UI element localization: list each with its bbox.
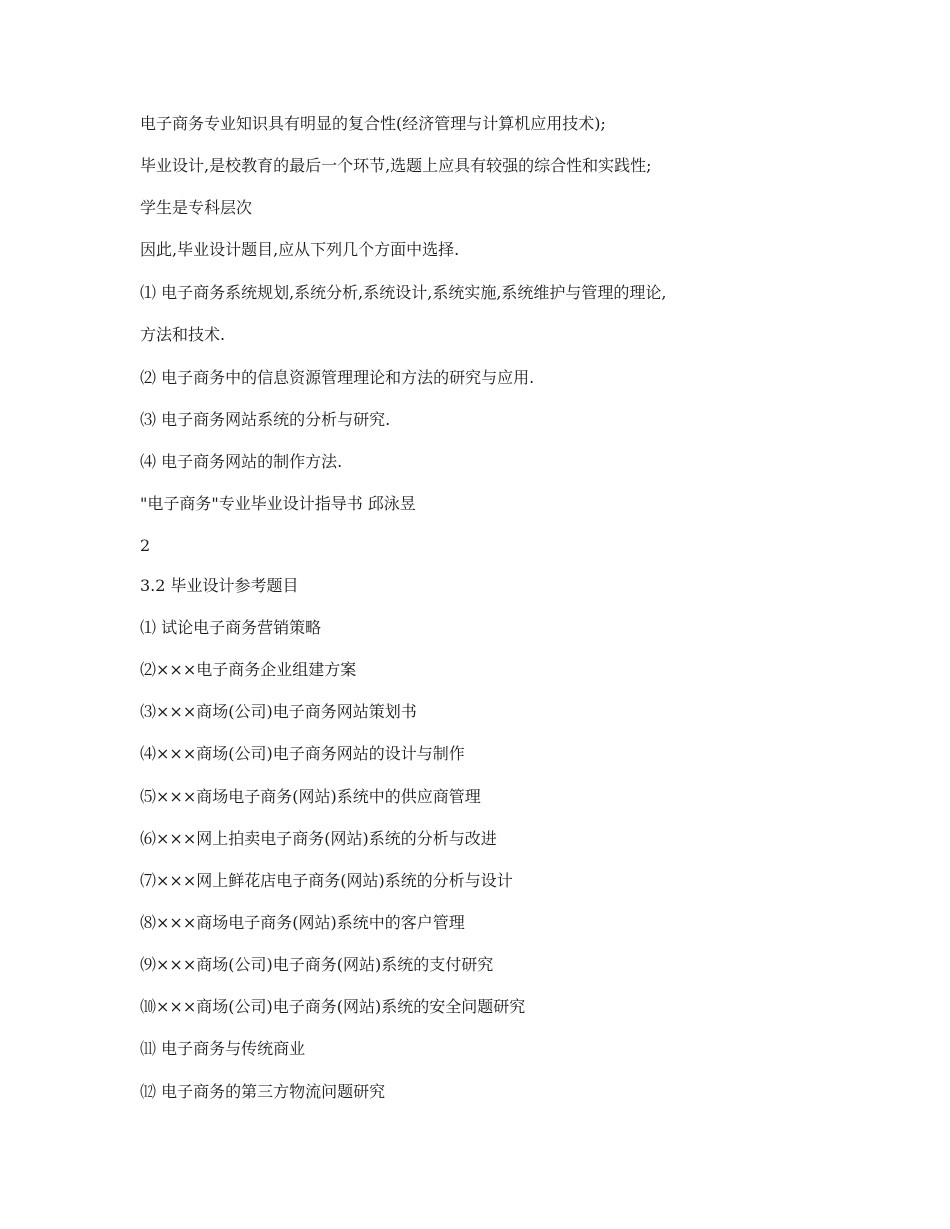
paragraph-line: 方法和技术. xyxy=(140,325,226,344)
running-header: "电子商务"专业毕业设计指导书 邱泳昱 xyxy=(140,494,416,513)
list-item: ⑷×××商场(公司)电子商务网站的设计与制作 xyxy=(140,744,465,763)
paragraph-line: 电子商务专业知识具有明显的复合性(经济管理与计算机应用技术); xyxy=(140,114,606,133)
list-item: ⑶ 电子商务网站系统的分析与研究. xyxy=(140,410,391,429)
paragraph-line: 因此,毕业设计题目,应从下列几个方面中选择. xyxy=(140,240,460,259)
list-item: ⑽×××商场(公司)电子商务(网站)系统的安全问题研究 xyxy=(140,997,526,1016)
list-item: ⑿ 电子商务的第三方物流问题研究 xyxy=(140,1082,386,1101)
list-item: ⑸×××商场电子商务(网站)系统中的供应商管理 xyxy=(140,787,481,806)
section-heading: 3.2 毕业设计参考题目 xyxy=(140,576,299,595)
list-item: ⑺×××网上鲜花店电子商务(网站)系统的分析与设计 xyxy=(140,871,513,890)
paragraph-line: 毕业设计,是校教育的最后一个环节,选题上应具有较强的综合性和实践性; xyxy=(140,156,652,175)
list-item: ⑷ 电子商务网站的制作方法. xyxy=(140,452,343,471)
list-item: ⑻×××商场电子商务(网站)系统中的客户管理 xyxy=(140,913,465,932)
page-number: 2 xyxy=(140,536,151,555)
list-item: ⑼×××商场(公司)电子商务(网站)系统的支付研究 xyxy=(140,955,494,974)
list-item: ⑵ 电子商务中的信息资源管理理论和方法的研究与应用. xyxy=(140,368,535,387)
paragraph-line: 学生是专科层次 xyxy=(140,198,253,217)
list-item: ⑹×××网上拍卖电子商务(网站)系统的分析与改进 xyxy=(140,829,497,848)
list-item: ⑶×××商场(公司)电子商务网站策划书 xyxy=(140,702,417,721)
list-item: ⑵×××电子商务企业组建方案 xyxy=(140,660,357,679)
list-item: ⑴ 电子商务系统规划,系统分析,系统设计,系统实施,系统维护与管理的理论, xyxy=(140,283,667,302)
list-item: ⑴ 试论电子商务营销策略 xyxy=(140,618,322,637)
list-item: ⑾ 电子商务与传统商业 xyxy=(140,1039,306,1058)
